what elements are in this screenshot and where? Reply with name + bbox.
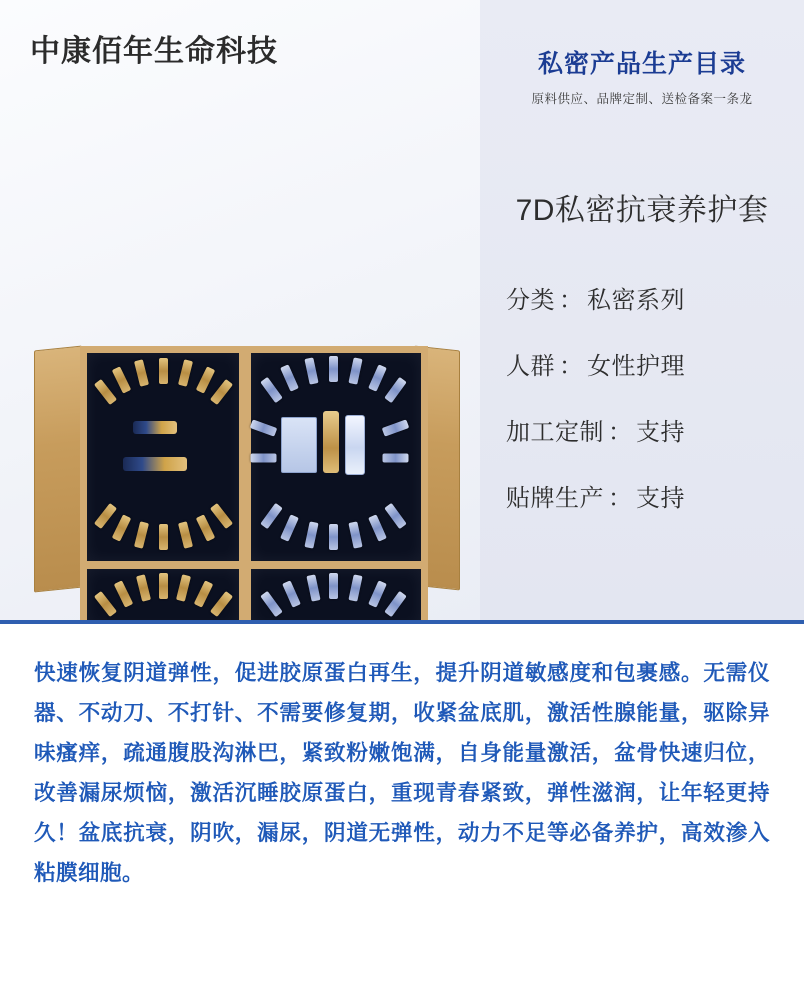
spec-row-oem bbox=[506, 478, 804, 513]
spec-label: 分类 bbox=[506, 287, 555, 314]
catalog-subtitle: 原料供应、品牌定制、送检备案一条龙 bbox=[531, 92, 753, 106]
product-photo bbox=[28, 330, 458, 620]
spec-row-category bbox=[506, 280, 804, 315]
catalog-title: 私密产品生产目录 bbox=[537, 49, 746, 78]
product-title: 7D私密抗衰养护套 bbox=[515, 194, 769, 227]
spec-value: 私密系列 bbox=[587, 287, 685, 314]
left-panel bbox=[0, 0, 480, 620]
spec-label: 人群 bbox=[506, 353, 555, 380]
brand-title: 中康佰年生命科技 bbox=[30, 34, 278, 69]
spec-list bbox=[506, 280, 804, 544]
case-wing-left bbox=[34, 345, 82, 592]
right-panel bbox=[480, 0, 804, 620]
spec-value: 支持 bbox=[636, 419, 685, 446]
description-section bbox=[0, 620, 804, 991]
tray-top-right bbox=[244, 346, 428, 568]
description-text: 快速恢复阴道弹性，促进胶原蛋白再生，提升阴道敏感度和包裹感。无需仪器、不动刀、不打针、不需要修复期，收紧盆底肌，激活性腺能量，驱除异味瘙痒，疏通腹股沟淋巴，紧致粉嫩饱满，自身能量激活，盆骨快速归位，改善漏尿烦恼，激活沉睡胶原蛋白，重现青春紧致，弹性滋润，让年轻更持久！盆底抗衰，阴吹，漏尿，阴道无弹性，动力不足等必备养护，高效渗入粘膜细胞。 bbox=[34, 661, 770, 886]
spec-value: 支持 bbox=[636, 485, 685, 512]
spec-value: 女性护理 bbox=[587, 353, 685, 380]
tray-bottom-right bbox=[244, 562, 428, 620]
spec-colon: ： bbox=[608, 419, 632, 446]
tray-bottom-left bbox=[80, 562, 246, 620]
spec-colon: ： bbox=[608, 485, 632, 512]
tray-top-left bbox=[80, 346, 246, 568]
spec-colon: ： bbox=[559, 353, 583, 380]
catalog-header bbox=[480, 44, 804, 107]
spec-row-audience bbox=[506, 346, 804, 381]
spec-label: 加工定制 bbox=[506, 419, 604, 446]
spec-colon: ： bbox=[559, 287, 583, 314]
spec-row-customization bbox=[506, 412, 804, 447]
spec-label: 贴牌生产 bbox=[506, 485, 604, 512]
